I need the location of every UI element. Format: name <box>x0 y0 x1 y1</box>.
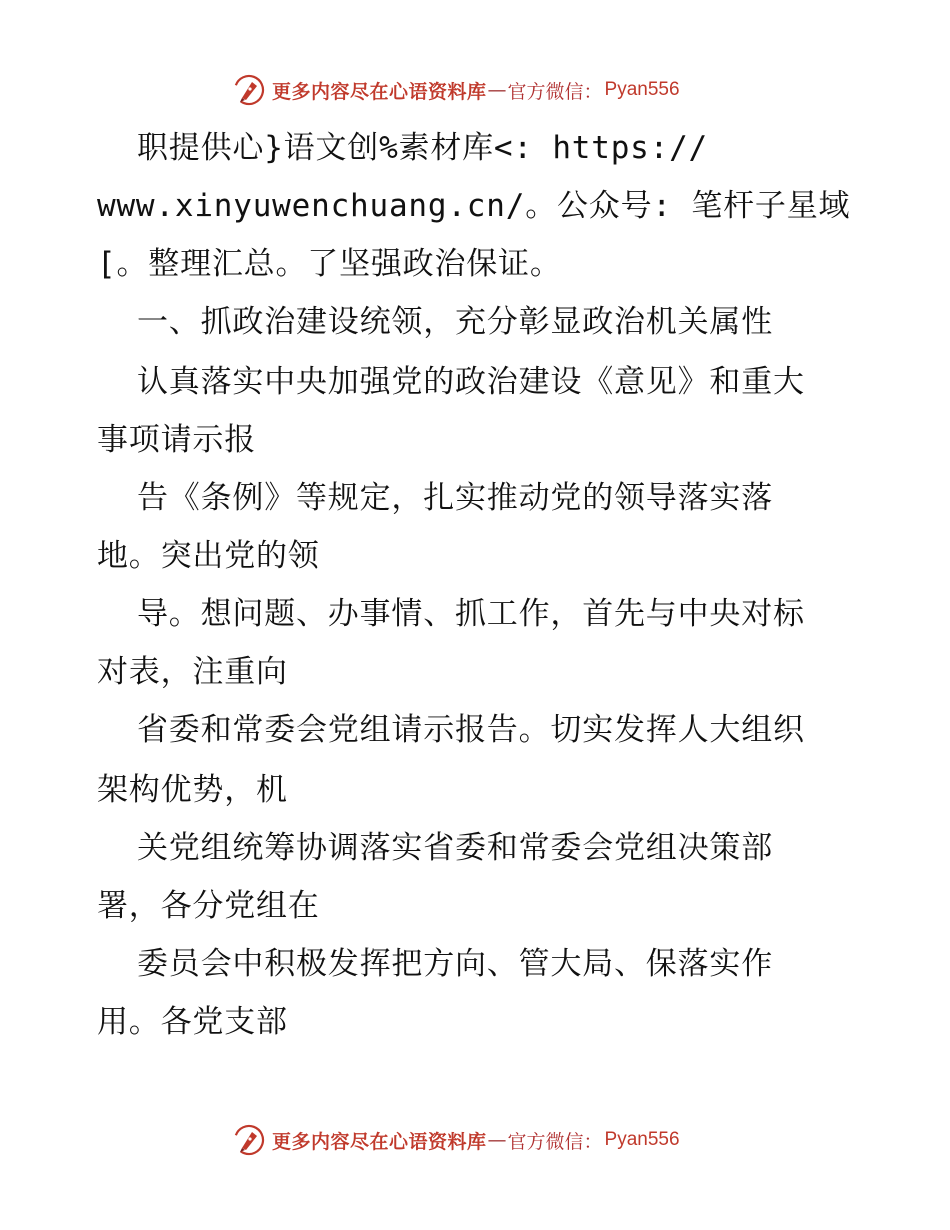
text-line: 地。突出党的领 <box>97 538 320 574</box>
text-line: 用。各党支部 <box>97 1004 288 1040</box>
header-banner <box>232 72 712 108</box>
text-line: 省委和常委会党组请示报告。切实发挥人大组织 <box>137 712 805 748</box>
text-line: 对表，注重向 <box>97 654 288 690</box>
text-line: 事项请示报 <box>97 422 256 458</box>
pen-nib-icon <box>232 73 266 107</box>
text-line: 架构优势，机 <box>97 772 288 808</box>
text-line: 署，各分党组在 <box>97 888 320 924</box>
pen-nib-icon <box>232 1123 266 1157</box>
text-line: 导。想问题、办事情、抓工作，首先与中央对标 <box>137 596 805 632</box>
text-line: [。整理汇总。了坚强政治保证。 <box>97 246 562 282</box>
text-line: 职提供心}语文创%素材库<: https:// <box>137 130 709 166</box>
text-line: 认真落实中央加强党的政治建设《意见》和重大 <box>137 364 805 400</box>
text-line: 关党组统筹协调落实省委和常委会党组决策部 <box>137 830 773 866</box>
footer-banner <box>232 1122 712 1158</box>
banner-slogan: 更多内容尽在心语资料库 <box>272 80 487 103</box>
banner-wechat-label: 官方微信： <box>507 80 603 103</box>
text-line: 委员会中积极发挥把方向、管大局、保落实作 <box>137 946 773 982</box>
banner-slogan: 更多内容尽在心语资料库 <box>272 1130 487 1153</box>
text-line: www.xinyuwenchuang.cn/。公众号: 笔杆子星域 <box>97 188 851 224</box>
banner-wechat-id: Pyan556 <box>604 79 680 100</box>
text-line: 告《条例》等规定，扎实推动党的领导落实落 <box>137 480 773 516</box>
banner-dash: — <box>487 79 507 101</box>
text-line: 一、抓政治建设统领，充分彰显政治机关属性 <box>137 304 773 340</box>
banner-wechat-id: Pyan556 <box>604 1129 680 1150</box>
banner-dash: — <box>487 1129 507 1151</box>
banner-wechat-label: 官方微信： <box>507 1130 603 1153</box>
